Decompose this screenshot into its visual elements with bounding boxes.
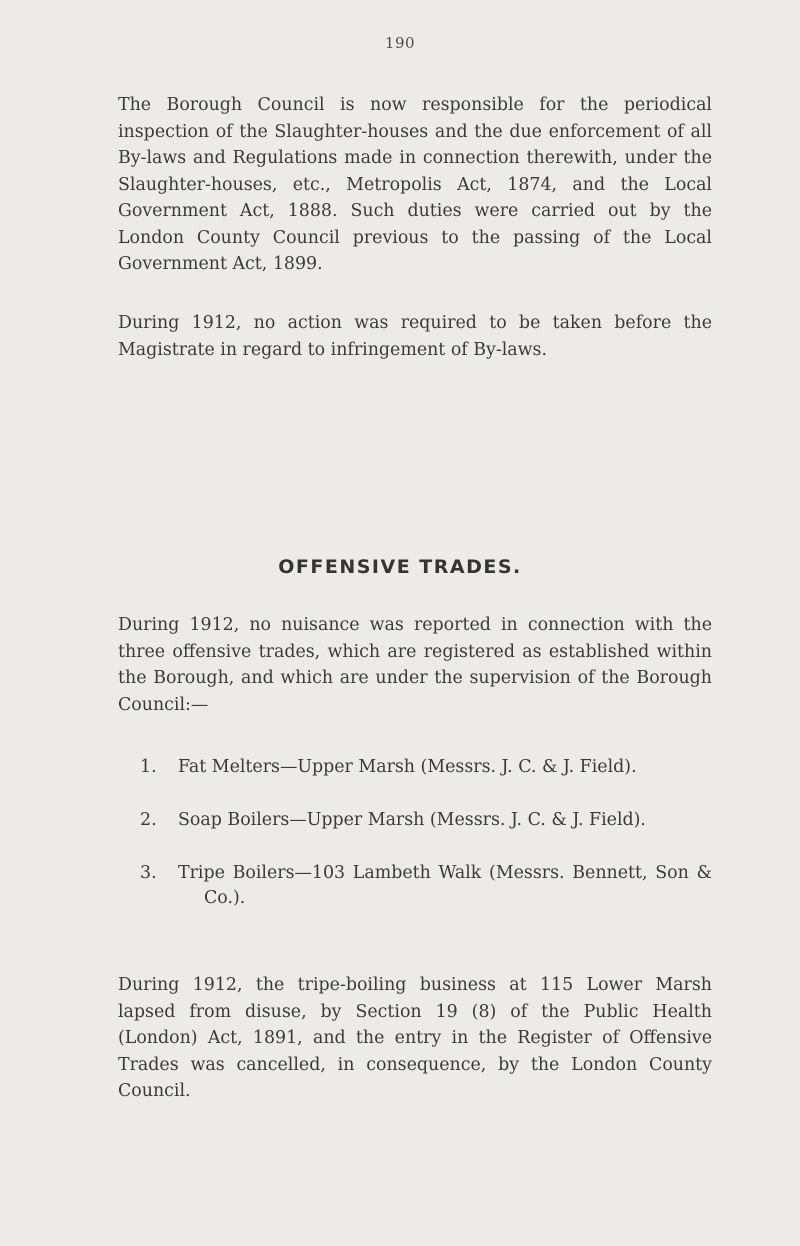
trades-list (140, 755, 712, 939)
offensive-trades-intro: During 1912, no nuisance was reported in connection with the three offensive trades, which are registered as established within the Borough, and which are under the supervision of the Borough Council:— (118, 615, 712, 715)
list-item (140, 861, 712, 911)
page-number: 190 (384, 34, 416, 52)
closing-paragraph: During 1912, the tripe-boiling business at 115 Lower Marsh lapsed from disuse, by Section 19 (8) of the Public Health (London) Act, 1891, and the entry in the Register of Offensive Trades was cancelled, in consequence, by the London County Council. (118, 975, 712, 1101)
list-item-text: Fat Melters—Upper Marsh (Messrs. J. C. & J. Field). (178, 757, 637, 777)
list-item (140, 808, 712, 833)
list-item-text: Soap Boilers—Upper Marsh (Messrs. J. C. & J. Field). (178, 810, 646, 830)
by-laws-paragraph: During 1912, no action was required to be taken before the Magistrate in regard to infringement of By-laws. (118, 313, 712, 360)
list-item-number: 3. (140, 863, 157, 883)
list-item (140, 755, 712, 780)
list-item-text: Tripe Boilers—103 Lambeth Walk (Messrs. Bennett, Son & Co.). (178, 863, 712, 908)
section-heading: OFFENSIVE TRADES. (278, 556, 522, 578)
list-item-number: 1. (140, 757, 157, 777)
slaughter-houses-paragraph: The Borough Council is now responsible for the periodical inspection of the Slaughter-houses and the due enforcement of all By-laws and Regulations made in connection therewith, under the Slaughter-houses, etc., Metropolis Act, 1874, and the Local Government Act, 1888. Such duties were carried out by the London County Council previous to the passing of the Local Government Act, 1899. (118, 95, 712, 274)
list-item-number: 2. (140, 810, 157, 830)
